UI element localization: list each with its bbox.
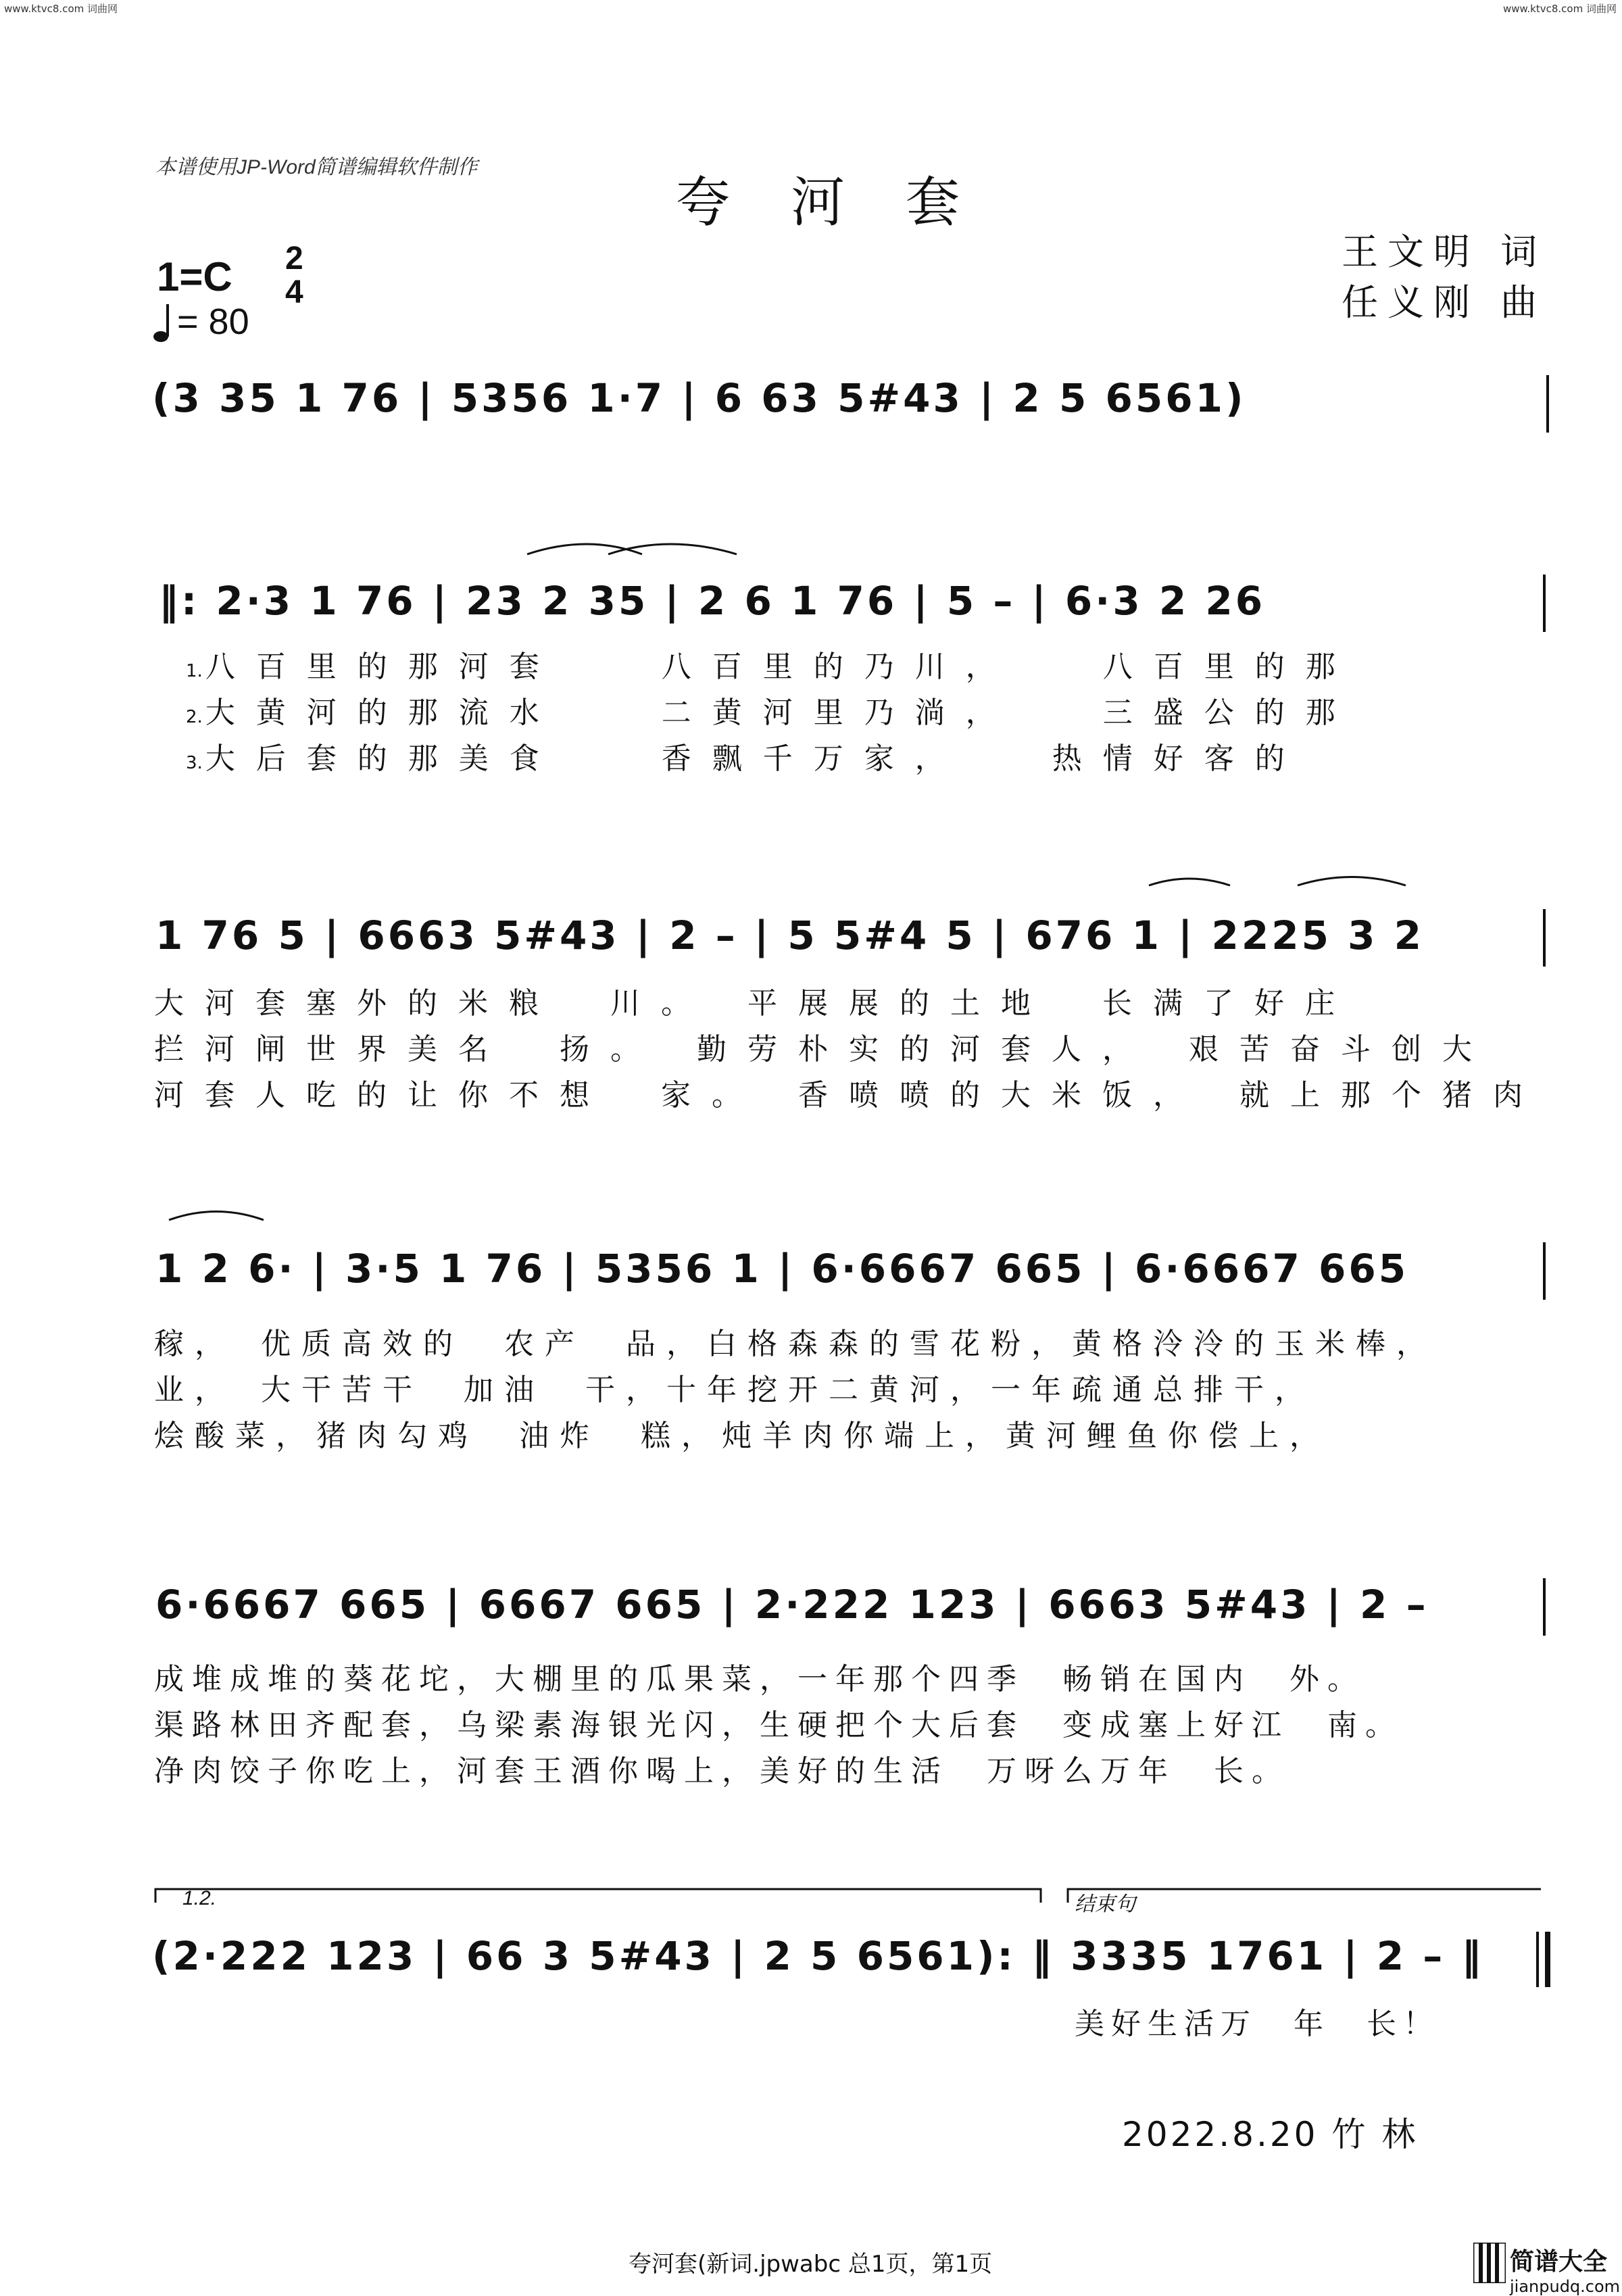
music-line-3: 1 76 5 | 6663 5#43 | 2 – | 5 5#4 5 | 676 1 | 2225 3 2 — [155, 912, 1425, 958]
music-line-4: 1 2 6· | 3·5 1 76 | 5356 1 | 6·6667 665 | 6·6667 665 — [155, 1246, 1409, 1292]
lyric-line-4-2: 业， 大干苦干 加油 干，十年挖开二黄河，一年疏通总排干， — [154, 1373, 1315, 1407]
song-title: 夸河套 — [676, 171, 1021, 234]
page-info: 夸河套(新词.jpwabc 总1页，第1页 — [629, 2251, 993, 2278]
volta-label: 1.2. — [182, 1887, 217, 1909]
coda-label: 结束句 — [1075, 1893, 1135, 1915]
music-line-2: ‖: 2·3 1 76 | 23 2 35 | 2 6 1 76 | 5 – | 6·3 2 26 — [159, 578, 1266, 624]
logo-main: 简谱大全 — [1510, 2248, 1608, 2276]
music-line-1: (3 35 1 76 | 5356 1·7 | 6 63 5#43 | 2 5 6561) — [152, 375, 1246, 421]
composer-credit: 任义刚 曲 — [1342, 281, 1547, 324]
key-signature: 1=C — [157, 254, 232, 299]
lyric-line-4-3: 烩酸菜，猪肉勾鸡 油炸 糕，炖羊肉你端上，黄河鲤鱼你偿上， — [154, 1419, 1330, 1453]
lyric-line-5-2: 渠路林田齐配套，乌梁素海银光闪，生硬把个大后套 变成塞上好江 南。 — [154, 1708, 1403, 1742]
signature-date: 2022.8.20 竹 林 — [1122, 2115, 1419, 2154]
lyric-line-6-1: 美好生活万 年 长！ — [1075, 2007, 1440, 2041]
lyric-line-2-3: 3.大后套的那美食 香飘千万家， 热情好客的 — [186, 741, 1306, 776]
software-note: 本谱使用JP-Word简谱编辑软件制作 — [155, 156, 478, 178]
lyricist-credit: 王文明 词 — [1342, 230, 1547, 273]
lyric-line-2-1: 1.八百里的那河套 八百里的乃川， 八百里的那 — [186, 650, 1356, 684]
lyric-line-5-3: 净肉饺子你吃上，河套王酒你喝上，美好的生活 万呀么万年 长。 — [154, 1754, 1289, 1788]
time-signature-bottom: 4 — [285, 274, 303, 310]
watermark-left: www.ktvc8.com 词曲网 — [4, 3, 118, 15]
watermark-right: www.ktvc8.com 词曲网 — [1502, 3, 1617, 15]
music-line-5: 6·6667 665 | 6667 665 | 2·222 123 | 6663 5#43 | 2 – — [155, 1582, 1429, 1628]
tempo-marking: = 80 — [177, 301, 249, 342]
logo-sub: jianpudq.com — [1510, 2277, 1621, 2296]
lyric-line-3-1: 大河套塞外的米粮 川。 平展展的土地 长满了好庄 — [154, 986, 1356, 1021]
lyric-line-4-1: 稼， 优质高效的 农产 品，白格森森的雪花粉，黄格泠泠的玉米棒， — [154, 1327, 1437, 1361]
lyric-line-5-1: 成堆成堆的葵花坨，大棚里的瓜果菜，一年那个四季 畅销在国内 外。 — [154, 1662, 1365, 1696]
time-signature-top: 2 — [285, 241, 303, 276]
lyric-line-3-2: 拦河闸世界美名 扬。 勤劳朴实的河套人， 艰苦奋斗创大 — [154, 1032, 1493, 1067]
music-line-6: (2·222 123 | 66 3 5#43 | 2 5 6561): ‖ 3335 1761 | 2 – ‖ — [152, 1933, 1484, 1979]
lyric-line-3-3: 河套人吃的让你不想 家。 香喷喷的大米饭， 就上那个猪肉 — [154, 1078, 1544, 1113]
lyric-line-2-2: 2.大黄河的那流水 二黄河里乃淌， 三盛公的那 — [186, 695, 1356, 730]
